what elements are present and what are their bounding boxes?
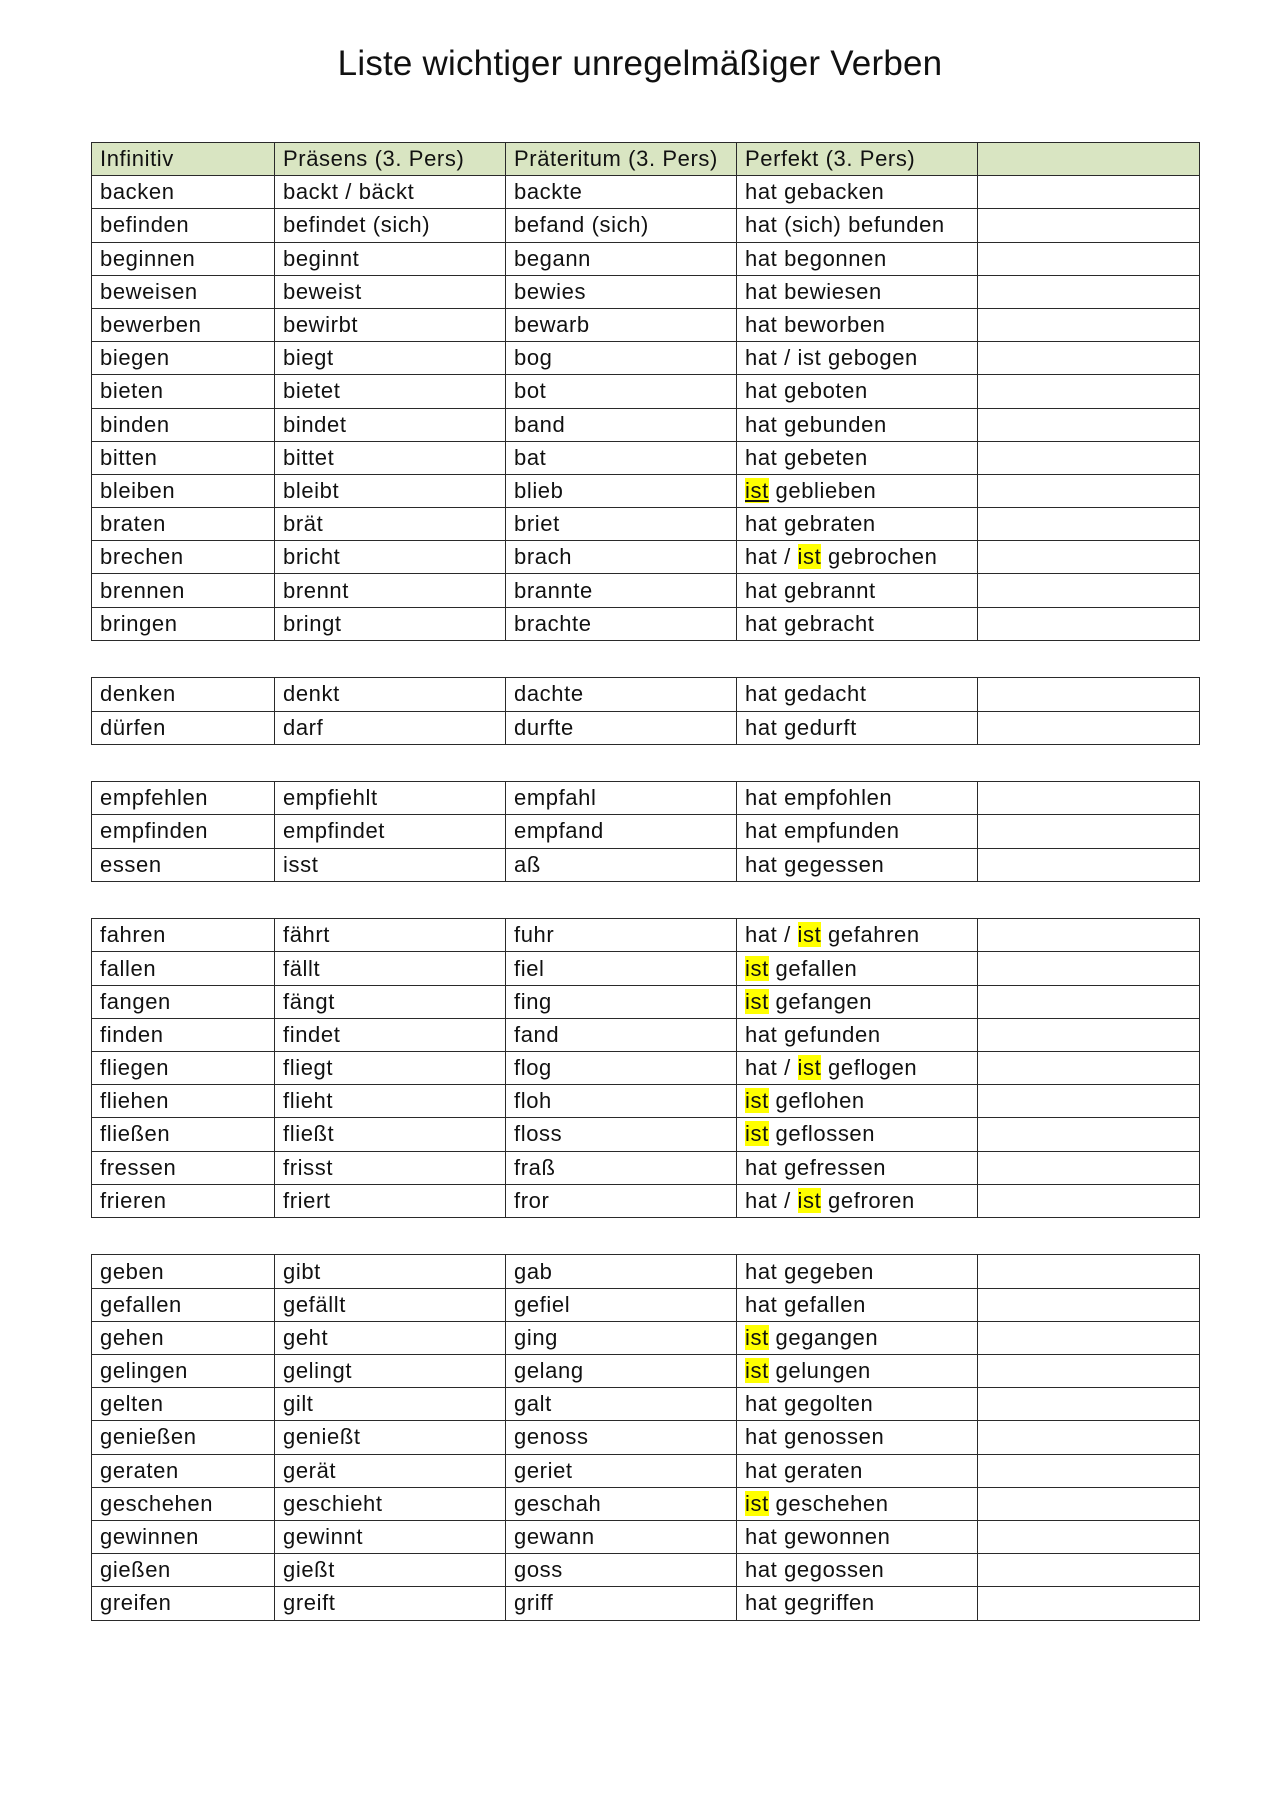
cell-infinitiv: finden (92, 1018, 275, 1051)
table-row (92, 607, 1200, 640)
cell-praesens: fließt (275, 1118, 506, 1151)
table-row (92, 1355, 1200, 1388)
verb-table-b (91, 142, 1200, 641)
perfekt-participle: gefroren (821, 1187, 915, 1213)
table-row (92, 1288, 1200, 1321)
cell-infinitiv: geraten (92, 1454, 275, 1487)
table-row (92, 474, 1200, 507)
cell-notes (978, 1587, 1200, 1620)
table-row (92, 1520, 1200, 1553)
cell-praeteritum: galt (506, 1388, 737, 1421)
perfekt-participle: gefahren (821, 922, 920, 948)
cell-praeteritum: flog (506, 1052, 737, 1085)
cell-perfekt: hat gewonnen (737, 1520, 978, 1553)
cell-praeteritum: gab (506, 1255, 737, 1288)
perfekt-participle: gebrochen (821, 544, 938, 570)
cell-perfekt: hat gebunden (737, 408, 978, 441)
cell-notes (978, 209, 1200, 242)
cell-infinitiv: bewerben (92, 308, 275, 341)
cell-perfekt: hat gedacht (737, 678, 978, 711)
verb-table-g (91, 1254, 1200, 1620)
cell-notes (978, 1255, 1200, 1288)
cell-perfekt: hat gegolten (737, 1388, 978, 1421)
cell-notes (978, 1454, 1200, 1487)
cell-praesens: isst (275, 848, 506, 881)
cell-praeteritum: brannte (506, 574, 737, 607)
table-row (92, 919, 1200, 952)
cell-infinitiv: dürfen (92, 711, 275, 744)
highlighted-auxiliary: ist (797, 922, 822, 948)
table-row (92, 1388, 1200, 1421)
cell-perfekt: hat empfohlen (737, 782, 978, 815)
column-header-infinitiv: Infinitiv (92, 143, 275, 176)
table-row (92, 815, 1200, 848)
cell-perfekt: hat bewiesen (737, 275, 978, 308)
cell-infinitiv: empfinden (92, 815, 275, 848)
cell-notes (978, 1355, 1200, 1388)
cell-praesens: genießt (275, 1421, 506, 1454)
cell-perfekt: hat gefressen (737, 1151, 978, 1184)
cell-notes (978, 508, 1200, 541)
perfekt-participle: gefallen (768, 955, 858, 981)
cell-praesens: frisst (275, 1151, 506, 1184)
cell-praeteritum: fing (506, 985, 737, 1018)
cell-notes (978, 541, 1200, 574)
table-row (92, 176, 1200, 209)
cell-notes (978, 1085, 1200, 1118)
cell-notes (978, 176, 1200, 209)
cell-infinitiv: braten (92, 508, 275, 541)
table-row (92, 1421, 1200, 1454)
cell-perfekt: hat gebracht (737, 607, 978, 640)
cell-praesens: darf (275, 711, 506, 744)
table-row (92, 209, 1200, 242)
table-row (92, 1587, 1200, 1620)
table-row (92, 1255, 1200, 1288)
table-row (92, 848, 1200, 881)
cell-perfekt (737, 474, 978, 507)
cell-praeteritum: brach (506, 541, 737, 574)
cell-perfekt (737, 985, 978, 1018)
cell-perfekt (737, 541, 978, 574)
perfekt-participle: gelungen (768, 1358, 871, 1384)
cell-praeteritum: griff (506, 1587, 737, 1620)
perfekt-prefix: hat / (745, 1055, 798, 1081)
cell-infinitiv: fliehen (92, 1085, 275, 1118)
cell-praeteritum: briet (506, 508, 737, 541)
table-row (92, 541, 1200, 574)
cell-infinitiv: fliegen (92, 1052, 275, 1085)
cell-notes (978, 1118, 1200, 1151)
cell-praesens: biegt (275, 342, 506, 375)
cell-notes (978, 952, 1200, 985)
table-row (92, 375, 1200, 408)
cell-infinitiv: beginnen (92, 242, 275, 275)
cell-perfekt: hat genossen (737, 1421, 978, 1454)
cell-notes (978, 408, 1200, 441)
cell-praesens: bringt (275, 607, 506, 640)
cell-infinitiv: geben (92, 1255, 275, 1288)
highlighted-auxiliary: ist (745, 988, 769, 1014)
cell-notes (978, 375, 1200, 408)
cell-infinitiv: gehen (92, 1321, 275, 1354)
highlighted-auxiliary: ist (745, 1358, 769, 1384)
cell-perfekt: hat gefunden (737, 1018, 978, 1051)
cell-perfekt: hat gegessen (737, 848, 978, 881)
cell-praesens: fängt (275, 985, 506, 1018)
column-header-perfekt: Perfekt (3. Pers) (737, 143, 978, 176)
cell-notes (978, 1520, 1200, 1553)
cell-infinitiv: genießen (92, 1421, 275, 1454)
cell-praesens: befindet (sich) (275, 209, 506, 242)
cell-praesens: beginnt (275, 242, 506, 275)
perfekt-prefix: hat / (745, 1187, 798, 1213)
cell-praesens: brennt (275, 574, 506, 607)
perfekt-participle: geflossen (768, 1121, 876, 1147)
cell-infinitiv: fallen (92, 952, 275, 985)
highlighted-auxiliary: ist (745, 1490, 769, 1516)
cell-praeteritum: fiel (506, 952, 737, 985)
cell-infinitiv: backen (92, 176, 275, 209)
cell-praeteritum: fror (506, 1184, 737, 1217)
cell-praesens: brät (275, 508, 506, 541)
cell-infinitiv: geschehen (92, 1487, 275, 1520)
cell-notes (978, 711, 1200, 744)
cell-praeteritum: empfahl (506, 782, 737, 815)
cell-praesens: gilt (275, 1388, 506, 1421)
table-row (92, 242, 1200, 275)
cell-perfekt: hat gebacken (737, 176, 978, 209)
table-row (92, 1151, 1200, 1184)
table-row (92, 308, 1200, 341)
cell-perfekt: hat gefallen (737, 1288, 978, 1321)
cell-praesens: greift (275, 1587, 506, 1620)
cell-praeteritum: bat (506, 441, 737, 474)
cell-notes (978, 574, 1200, 607)
cell-praeteritum: floss (506, 1118, 737, 1151)
cell-perfekt (737, 952, 978, 985)
column-header-praeteritum: Präteritum (3. Pers) (506, 143, 737, 176)
table-header-row (92, 143, 1200, 176)
verb-tables (91, 142, 1199, 1621)
table-row (92, 952, 1200, 985)
highlighted-auxiliary: ist (797, 1055, 822, 1081)
cell-infinitiv: biegen (92, 342, 275, 375)
cell-notes (978, 919, 1200, 952)
cell-praeteritum: bot (506, 375, 737, 408)
cell-notes (978, 815, 1200, 848)
cell-notes (978, 607, 1200, 640)
table-row (92, 408, 1200, 441)
cell-notes (978, 242, 1200, 275)
cell-notes (978, 342, 1200, 375)
cell-praeteritum: empfand (506, 815, 737, 848)
table-row (92, 342, 1200, 375)
cell-notes (978, 441, 1200, 474)
cell-praesens: fährt (275, 919, 506, 952)
table-row (92, 1554, 1200, 1587)
cell-praeteritum: genoss (506, 1421, 737, 1454)
cell-infinitiv: bitten (92, 441, 275, 474)
cell-notes (978, 1388, 1200, 1421)
table-row (92, 275, 1200, 308)
cell-praesens: empfindet (275, 815, 506, 848)
cell-notes (978, 1487, 1200, 1520)
cell-perfekt (737, 1085, 978, 1118)
table-row (92, 1118, 1200, 1151)
cell-infinitiv: denken (92, 678, 275, 711)
perfekt-participle: geschehen (768, 1490, 889, 1516)
cell-perfekt: hat gegossen (737, 1554, 978, 1587)
cell-perfekt: hat gegriffen (737, 1587, 978, 1620)
cell-infinitiv: binden (92, 408, 275, 441)
cell-praeteritum: band (506, 408, 737, 441)
table-row (92, 574, 1200, 607)
highlighted-auxiliary: ist (797, 1187, 822, 1213)
cell-praesens: bindet (275, 408, 506, 441)
cell-perfekt (737, 1321, 978, 1354)
verb-table-f (91, 918, 1200, 1218)
cell-notes (978, 308, 1200, 341)
column-header-notes (978, 143, 1200, 176)
table-row (92, 508, 1200, 541)
cell-infinitiv: beweisen (92, 275, 275, 308)
cell-perfekt: hat empfunden (737, 815, 978, 848)
table-row (92, 1052, 1200, 1085)
cell-praeteritum: gewann (506, 1520, 737, 1553)
cell-notes (978, 275, 1200, 308)
cell-praeteritum: goss (506, 1554, 737, 1587)
cell-notes (978, 678, 1200, 711)
cell-praeteritum: fand (506, 1018, 737, 1051)
cell-praeteritum: dachte (506, 678, 737, 711)
cell-praesens: bietet (275, 375, 506, 408)
cell-praeteritum: aß (506, 848, 737, 881)
cell-notes (978, 1288, 1200, 1321)
cell-infinitiv: gießen (92, 1554, 275, 1587)
cell-infinitiv: brennen (92, 574, 275, 607)
cell-praeteritum: begann (506, 242, 737, 275)
cell-praeteritum: fraß (506, 1151, 737, 1184)
cell-praesens: bittet (275, 441, 506, 474)
table-row (92, 678, 1200, 711)
cell-perfekt: hat gebraten (737, 508, 978, 541)
table-row (92, 1018, 1200, 1051)
cell-perfekt: hat beworben (737, 308, 978, 341)
cell-perfekt: hat gegeben (737, 1255, 978, 1288)
cell-praesens: denkt (275, 678, 506, 711)
cell-praesens: gewinnt (275, 1520, 506, 1553)
perfekt-participle: gegangen (768, 1324, 879, 1350)
cell-perfekt (737, 1052, 978, 1085)
table-row (92, 782, 1200, 815)
cell-praeteritum: floh (506, 1085, 737, 1118)
cell-notes (978, 1184, 1200, 1217)
cell-praeteritum: gefiel (506, 1288, 737, 1321)
cell-infinitiv: fahren (92, 919, 275, 952)
verb-table-d (91, 677, 1200, 744)
cell-praesens: backt / bäckt (275, 176, 506, 209)
column-header-praesens: Präsens (3. Pers) (275, 143, 506, 176)
cell-infinitiv: gewinnen (92, 1520, 275, 1553)
highlighted-auxiliary: ist (745, 1121, 769, 1147)
cell-infinitiv: gelingen (92, 1355, 275, 1388)
table-row (92, 1184, 1200, 1217)
cell-praeteritum: bog (506, 342, 737, 375)
cell-praesens: gelingt (275, 1355, 506, 1388)
cell-praesens: fällt (275, 952, 506, 985)
cell-praesens: fliegt (275, 1052, 506, 1085)
table-row (92, 441, 1200, 474)
cell-notes (978, 782, 1200, 815)
cell-praesens: findet (275, 1018, 506, 1051)
cell-infinitiv: empfehlen (92, 782, 275, 815)
verb-table-e (91, 781, 1200, 882)
cell-praeteritum: durfte (506, 711, 737, 744)
cell-infinitiv: bieten (92, 375, 275, 408)
cell-praeteritum: brachte (506, 607, 737, 640)
table-row (92, 985, 1200, 1018)
table-row (92, 711, 1200, 744)
cell-praeteritum: gelang (506, 1355, 737, 1388)
perfekt-participle: geflogen (821, 1055, 918, 1081)
highlighted-auxiliary: ist (745, 1088, 769, 1114)
cell-notes (978, 848, 1200, 881)
highlighted-auxiliary: ist (745, 955, 769, 981)
perfekt-prefix: hat / (745, 922, 798, 948)
cell-perfekt: hat begonnen (737, 242, 978, 275)
cell-praesens: gerät (275, 1454, 506, 1487)
cell-praesens: geschieht (275, 1487, 506, 1520)
cell-infinitiv: fließen (92, 1118, 275, 1151)
highlighted-auxiliary: ist (745, 1324, 769, 1350)
cell-praesens: gibt (275, 1255, 506, 1288)
table-row (92, 1454, 1200, 1487)
cell-praesens: bleibt (275, 474, 506, 507)
cell-notes (978, 1421, 1200, 1454)
cell-praeteritum: blieb (506, 474, 737, 507)
highlighted-auxiliary: ist (745, 477, 769, 503)
cell-infinitiv: greifen (92, 1587, 275, 1620)
cell-praesens: friert (275, 1184, 506, 1217)
cell-infinitiv: fressen (92, 1151, 275, 1184)
cell-infinitiv: frieren (92, 1184, 275, 1217)
cell-perfekt (737, 1487, 978, 1520)
cell-infinitiv: essen (92, 848, 275, 881)
cell-notes (978, 1554, 1200, 1587)
cell-praeteritum: bewarb (506, 308, 737, 341)
cell-praesens: gießt (275, 1554, 506, 1587)
cell-perfekt: hat (sich) befunden (737, 209, 978, 242)
cell-infinitiv: fangen (92, 985, 275, 1018)
cell-praeteritum: befand (sich) (506, 209, 737, 242)
cell-perfekt: hat geraten (737, 1454, 978, 1487)
cell-perfekt (737, 919, 978, 952)
cell-praeteritum: geschah (506, 1487, 737, 1520)
cell-praesens: flieht (275, 1085, 506, 1118)
cell-praeteritum: fuhr (506, 919, 737, 952)
cell-praesens: empfiehlt (275, 782, 506, 815)
cell-infinitiv: gelten (92, 1388, 275, 1421)
perfekt-participle: geblieben (768, 477, 877, 503)
cell-infinitiv: brechen (92, 541, 275, 574)
cell-notes (978, 474, 1200, 507)
cell-praesens: beweist (275, 275, 506, 308)
table-row (92, 1085, 1200, 1118)
highlighted-auxiliary: ist (797, 544, 822, 570)
perfekt-prefix: hat / (745, 544, 798, 570)
cell-praesens: geht (275, 1321, 506, 1354)
cell-notes (978, 1321, 1200, 1354)
cell-perfekt: hat gebrannt (737, 574, 978, 607)
perfekt-participle: geflohen (768, 1088, 865, 1114)
cell-praeteritum: backte (506, 176, 737, 209)
cell-perfekt (737, 1184, 978, 1217)
cell-praeteritum: geriet (506, 1454, 737, 1487)
cell-infinitiv: gefallen (92, 1288, 275, 1321)
cell-perfekt: hat / ist gebogen (737, 342, 978, 375)
page-title: Liste wichtiger unregelmäßiger Verben (337, 44, 943, 83)
cell-notes (978, 985, 1200, 1018)
cell-infinitiv: bringen (92, 607, 275, 640)
cell-perfekt (737, 1118, 978, 1151)
cell-praesens: bricht (275, 541, 506, 574)
cell-notes (978, 1018, 1200, 1051)
table-row (92, 1487, 1200, 1520)
cell-notes (978, 1151, 1200, 1184)
cell-notes (978, 1052, 1200, 1085)
cell-praesens: gefällt (275, 1288, 506, 1321)
cell-perfekt: hat gebeten (737, 441, 978, 474)
cell-praeteritum: bewies (506, 275, 737, 308)
table-row (92, 1321, 1200, 1354)
cell-infinitiv: bleiben (92, 474, 275, 507)
cell-perfekt: hat geboten (737, 375, 978, 408)
perfekt-participle: gefangen (768, 988, 873, 1014)
cell-praesens: bewirbt (275, 308, 506, 341)
cell-infinitiv: befinden (92, 209, 275, 242)
cell-praeteritum: ging (506, 1321, 737, 1354)
cell-perfekt: hat gedurft (737, 711, 978, 744)
cell-perfekt (737, 1355, 978, 1388)
